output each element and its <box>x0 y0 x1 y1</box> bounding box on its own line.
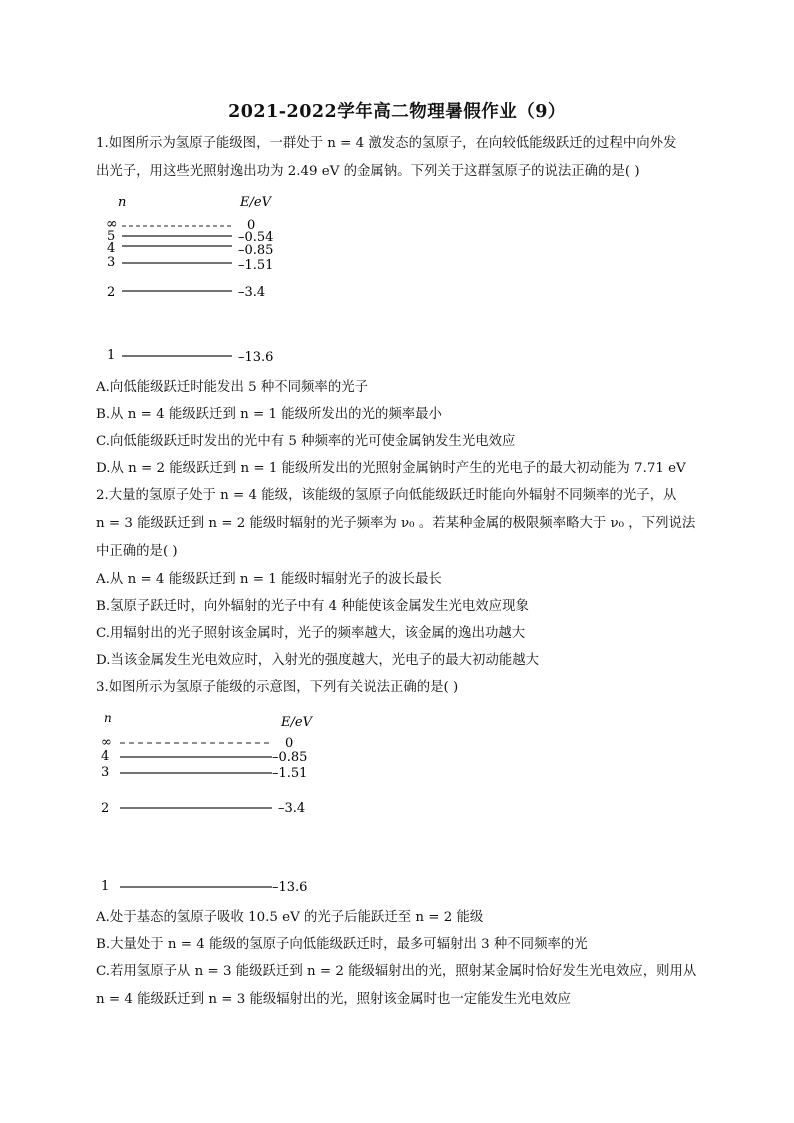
q1-level-n-inf: ∞ <box>106 216 118 232</box>
q3-level-n-2: 2 <box>101 801 110 816</box>
q1-option-b: B.从 n = 4 能级跃迁到 n = 1 能级所发出的光的频率最小 <box>96 407 442 422</box>
q1-stem-line-1: 1.如图所示为氢原子能级图，一群处于 n = 4 激发态的氢原子，在向较低能级跃迁的过程中向外发 <box>96 136 677 151</box>
q2-option-d: D.当该金属发生光电效应时，入射光的强度越大，光电子的最大初动能越大 <box>96 653 540 668</box>
q3-level-n-4: 4 <box>101 749 110 764</box>
q1-option-d: D.从 n = 2 能级跃迁到 n = 1 能级所发出的光照射金属钠时产生的光电子的最大初动能为 7.71 eV <box>96 461 686 476</box>
q3-option-b: B.大量处于 n = 4 能级的氢原子向低能级跃迁时，最多可辐射出 3 种不同频率的光 <box>96 937 588 952</box>
q3-n-axis-label: n <box>104 711 112 725</box>
q2-option-b: B.氢原子跃迁时，向外辐射的光子中有 4 种能使该金属发生光电效应现象 <box>96 599 529 614</box>
q3-option-a: A.处于基态的氢原子吸收 10.5 eV 的光子后能跃迁至 n = 2 能级 <box>96 910 484 925</box>
q1-level-n-2: 2 <box>107 285 116 300</box>
q1-stem-line-2: 出光子，用这些光照射逸出功为 2.49 eV 的金属钠。下列关于这群氢原子的说法正确的是( ) <box>96 164 640 179</box>
q2-stem-line-2: n = 3 能级跃迁到 n = 2 能级时辐射的光子频率为 ν₀ 。若某种金属的极限频率略大于 ν₀ ，下列说法 <box>96 516 696 531</box>
q1-n-axis-label: n <box>118 195 127 210</box>
q2-option-a: A.从 n = 4 能级跃迁到 n = 1 能级时辐射光子的波长最长 <box>96 572 442 587</box>
q1-level-e-inf: 0 <box>247 218 256 233</box>
q3-level-e-2: –3.4 <box>278 801 306 816</box>
q1-energy-axis-label: E/eV <box>240 195 271 210</box>
q1-level-e-4: –0.85 <box>238 243 274 258</box>
q1-level-n-3: 3 <box>107 255 116 270</box>
q1-level-n-5: 5 <box>107 229 116 244</box>
q1-level-e-3: –1.51 <box>238 258 274 273</box>
q3-level-n-inf: ∞ <box>101 735 112 750</box>
q2-option-c: C.用辐射出的光子照射该金属时，光子的频率越大，该金属的逸出功越大 <box>96 626 526 641</box>
q3-level-e-4: –0.85 <box>272 750 308 765</box>
q3-level-e-3: –1.51 <box>272 766 308 781</box>
q3-level-e-inf: 0 <box>285 736 294 751</box>
q1-option-c: C.向低能级跃迁时发出的光中有 5 种频率的光可使金属钠发生光电效应 <box>96 434 516 449</box>
q3-level-n-3: 3 <box>101 765 110 780</box>
q3-level-e-1: –13.6 <box>272 880 308 895</box>
q1-level-n-4: 4 <box>107 241 116 256</box>
q3-energy-axis-label: E/eV <box>281 715 312 730</box>
q1-level-e-5: –0.54 <box>238 230 274 245</box>
q1-level-e-1: –13.6 <box>238 350 274 365</box>
q1-option-a: A.向低能级跃迁时能发出 5 种不同频率的光子 <box>96 380 368 395</box>
q3-option-c: C.若用氢原子从 n = 3 能级跃迁到 n = 2 能级辐射出的光，照射某金属时恰好发生光电效应，则用从 <box>96 964 697 979</box>
q3-level-n-1: 1 <box>101 879 110 894</box>
q1-level-e-2: –3.4 <box>238 285 266 300</box>
page-title: 2021-2022学年高二物理暑假作业（9） <box>228 102 566 122</box>
q2-stem-line-3: 中正确的是( ) <box>96 544 178 559</box>
q3-option-c-line-2: n = 4 能级跃迁到 n = 3 能级辐射出的光，照射该金属时也一定能发生光电效应 <box>96 992 571 1007</box>
q2-stem-line-1: 2.大量的氢原子处于 n = 4 能级，该能级的氢原子向低能级跃迁时能向外辐射不同频率的光子，从 <box>96 488 677 503</box>
q1-level-n-1: 1 <box>107 348 116 363</box>
q3-stem-line-1: 3.如图所示为氢原子能级的示意图，下列有关说法正确的是( ) <box>96 680 459 695</box>
